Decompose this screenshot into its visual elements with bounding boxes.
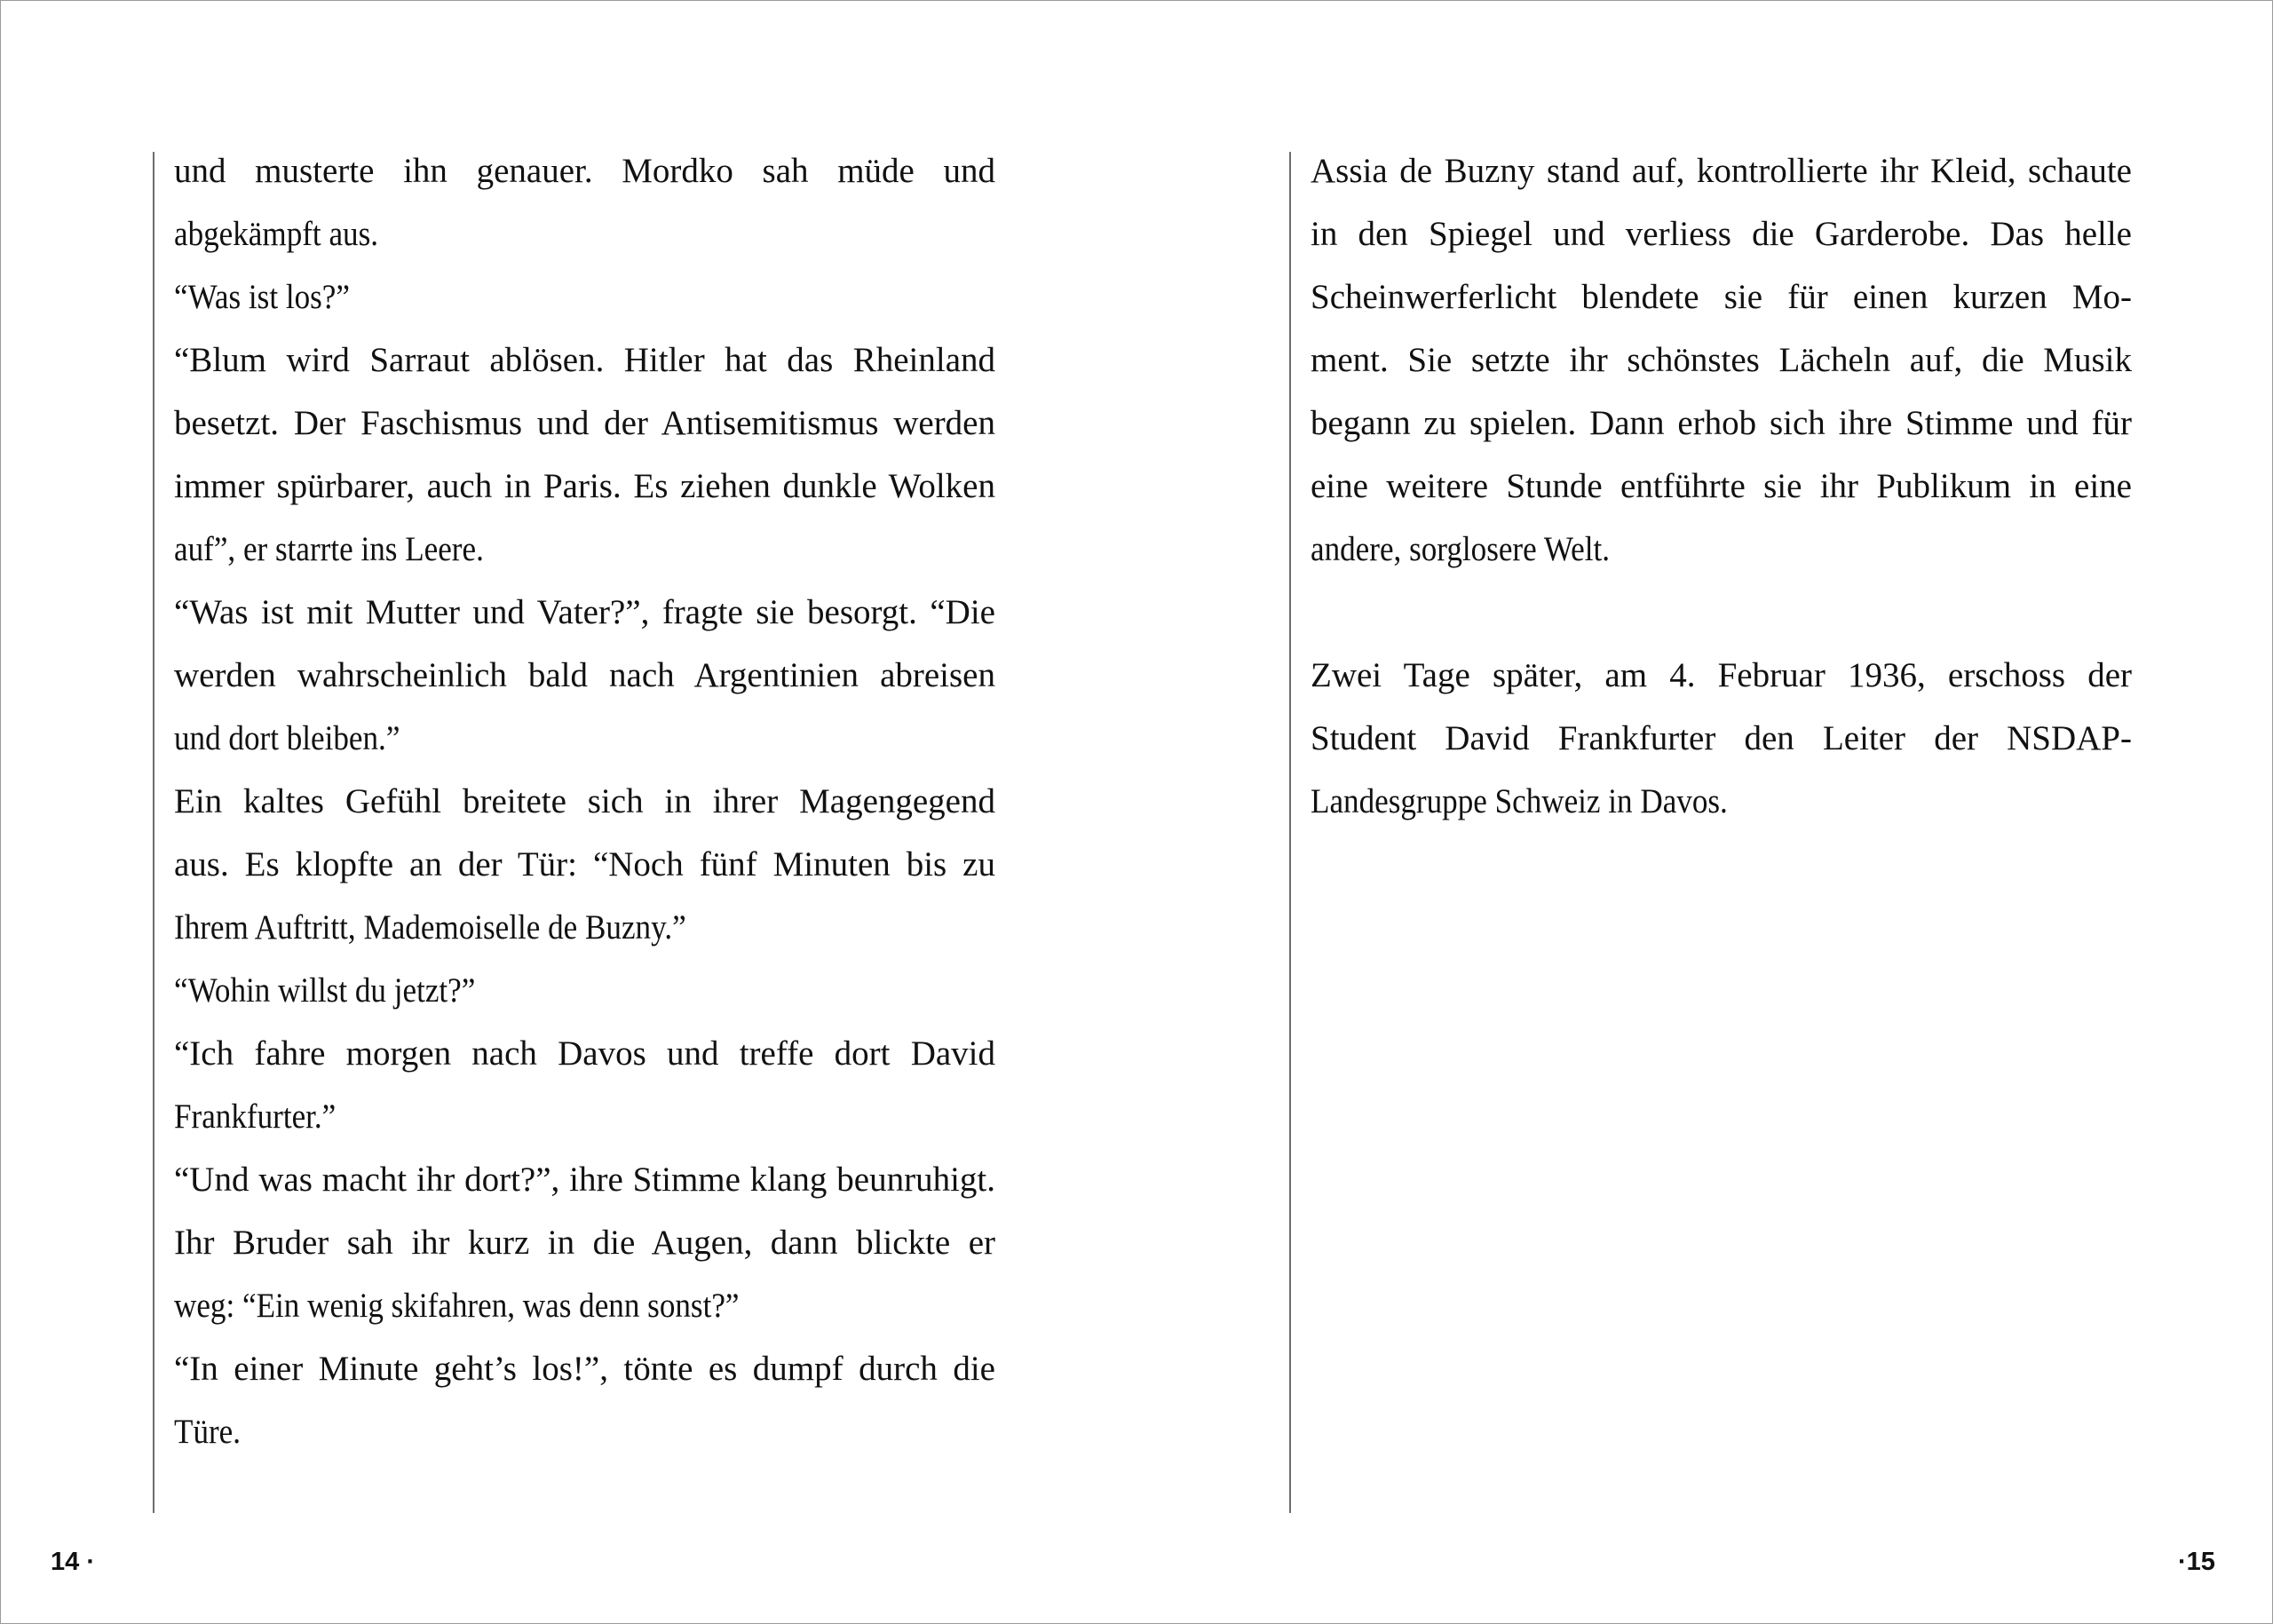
text-line: Assia de Buzny stand auf, kontrollierte ihr Kleid, schaute bbox=[1311, 152, 2132, 190]
text-line: und musterte ihn genauer. Mordko sah müde und bbox=[174, 152, 995, 190]
text-line: Türe. bbox=[174, 1413, 242, 1451]
text-line: “Und was macht ihr dort?”, ihre Stimme klang beunruhigt. bbox=[174, 1161, 995, 1199]
text-line: “Wohin willst du jetzt?” bbox=[174, 971, 476, 1010]
paragraph bbox=[1311, 139, 2132, 581]
text-line: ment. Sie setzte ihr schönstes Lächeln auf, die Musik bbox=[1311, 341, 2132, 379]
text-line: Student David Frankfurter den Leiter der NSDAP- bbox=[1311, 719, 2132, 757]
page-number-left: 14 · bbox=[51, 1548, 95, 1576]
text-line: begann zu spielen. Dann erhob sich ihre Stimme und für bbox=[1311, 404, 2132, 442]
text-line: eine weitere Stunde entführte sie ihr Publikum in eine bbox=[1311, 467, 2132, 505]
text-line: Landesgruppe Schweiz in Davos. bbox=[1311, 782, 1728, 820]
text-line: aus. Es klopfte an der Tür: “Noch fünf Minuten bis zu bbox=[174, 845, 995, 883]
text-line: Scheinwerferlicht blendete sie für einen kurzen Mo- bbox=[1311, 278, 2132, 316]
text-line: Frankfurter.” bbox=[174, 1097, 337, 1136]
left-column-rule bbox=[153, 152, 154, 1513]
text-line: werden wahrscheinlich bald nach Argentinien abreisen bbox=[174, 656, 995, 694]
text-line: “Was ist mit Mutter und Vater?”, fragte sie besorgt. “Die bbox=[174, 593, 995, 631]
text-line: auf”, er starrte ins Leere. bbox=[174, 530, 484, 568]
text-line: und dort bleiben.” bbox=[174, 719, 400, 757]
text-line: “Blum wird Sarraut ablösen. Hitler hat das Rheinland bbox=[174, 341, 995, 379]
text-line: besetzt. Der Faschismus und der Antisemitismus werden bbox=[174, 404, 995, 442]
text-line: andere, sorglosere Welt. bbox=[1311, 530, 1611, 568]
text-line: in den Spiegel und verliess die Garderobe. Das helle bbox=[1311, 215, 2132, 253]
text-line: “In einer Minute geht’s los!”, tönte es dumpf durch die bbox=[174, 1350, 995, 1388]
paragraph bbox=[1311, 644, 2132, 833]
text-line: Ihrem Auftritt, Mademoiselle de Buzny.” bbox=[174, 908, 686, 947]
text-line: Ihr Bruder sah ihr kurz in die Augen, dann blickte er bbox=[174, 1224, 995, 1262]
text-line: immer spürbarer, auch in Paris. Es ziehen dunkle Wolken bbox=[174, 467, 995, 505]
right-page-text bbox=[1311, 139, 2132, 833]
text-line: weg: “Ein wenig skifahren, was denn sonst?” bbox=[174, 1287, 740, 1325]
text-line: abgekämpft aus. bbox=[174, 215, 379, 253]
text-line: “Ich fahre morgen nach Davos und treffe dort David bbox=[174, 1034, 995, 1073]
text-line: Zwei Tage später, am 4. Februar 1936, erschoss der bbox=[1311, 656, 2132, 694]
text-line: Ein kaltes Gefühl breitete sich in ihrer Magengegend bbox=[174, 782, 995, 820]
right-column-rule bbox=[1289, 152, 1291, 1513]
text-line: “Was ist los?” bbox=[174, 278, 350, 316]
left-page-text bbox=[174, 139, 995, 1463]
paragraph-gap bbox=[1311, 581, 2132, 644]
page-number-right: ·15 bbox=[2178, 1548, 2215, 1576]
